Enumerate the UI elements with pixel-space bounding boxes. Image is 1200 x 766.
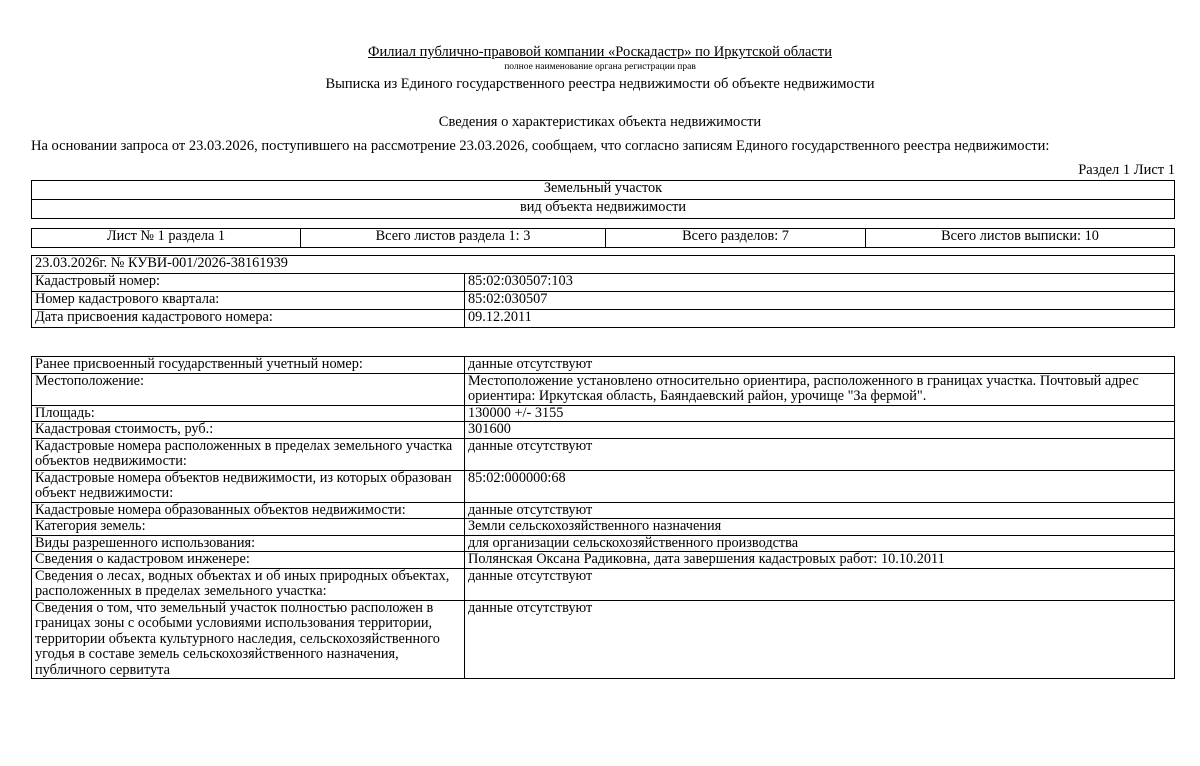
table-row — [32, 422, 1175, 439]
row-label: Сведения о кадастровом инженере: — [32, 552, 465, 569]
row-label: Виды разрешенного использования: — [32, 535, 465, 552]
row-label: Номер кадастрового квартала: — [32, 292, 465, 310]
row-label: Кадастровые номера объектов недвижимости, из которых образован объект недвижимости: — [32, 470, 465, 502]
table-row — [32, 310, 1175, 328]
row-value: Земли сельскохозяйственного назначения — [465, 519, 1175, 536]
table-row — [32, 535, 1175, 552]
row-value: 130000 +/- 3155 — [465, 405, 1175, 422]
sheet-number: Лист № 1 раздела 1 — [32, 229, 301, 248]
table-row — [32, 502, 1175, 519]
row-value: 85:02:030507:103 — [465, 274, 1175, 292]
row-label: Категория земель: — [32, 519, 465, 536]
table-row — [32, 600, 1175, 679]
row-value: данные отсутствуют — [465, 357, 1175, 374]
basis-statement: На основании запроса от 23.03.2026, поступившего на рассмотрение 23.03.2026, сообщаем, что согласно записям Единого государственного реестра недвижимости: — [31, 138, 1050, 154]
object-type-caption: вид объекта недвижимости — [32, 200, 1175, 219]
section-sheets-total: Всего листов раздела 1: 3 — [301, 229, 606, 248]
row-value: данные отсутствуют — [465, 502, 1175, 519]
row-value: 09.12.2011 — [465, 310, 1175, 328]
row-label: Местоположение: — [32, 373, 465, 405]
table-row — [32, 438, 1175, 470]
row-value: 85:02:000000:68 — [465, 470, 1175, 502]
row-value: для организации сельскохозяйственного производства — [465, 535, 1175, 552]
section-title: Сведения о характеристиках объекта недвижимости — [438, 114, 762, 130]
table-row — [32, 470, 1175, 502]
extract-sheets-total: Всего листов выписки: 10 — [866, 229, 1175, 248]
table-row — [32, 357, 1175, 374]
object-type: Земельный участок — [32, 181, 1175, 200]
row-value: данные отсутствуют — [465, 600, 1175, 679]
table-row — [32, 373, 1175, 405]
sections-total: Всего разделов: 7 — [606, 229, 866, 248]
row-value: Местоположение установлено относительно ориентира, расположенного в границах участка. Почтовый адрес ориентира: Иркутская область, Баяндаевский район, урочище "За фермой". — [465, 373, 1175, 405]
organization-caption: полное наименование органа регистрации прав — [504, 62, 696, 72]
row-label: Кадастровый номер: — [32, 274, 465, 292]
table-row — [32, 292, 1175, 310]
table-row — [32, 405, 1175, 422]
row-value: 301600 — [465, 422, 1175, 439]
row-label: Площадь: — [32, 405, 465, 422]
registration-table — [31, 255, 1175, 328]
row-label: Сведения о лесах, водных объектах и об иных природных объектах, расположенных в пределах земельного участка: — [32, 568, 465, 600]
row-label: Кадастровые номера образованных объектов недвижимости: — [32, 502, 465, 519]
row-value: данные отсутствуют — [465, 438, 1175, 470]
table-row — [32, 568, 1175, 600]
request-number: 23.03.2026г. № КУВИ-001/2026-38161939 — [32, 256, 1175, 274]
row-label: Дата присвоения кадастрового номера: — [32, 310, 465, 328]
row-label: Сведения о том, что земельный участок полностью расположен в границах зоны с особыми условиями использования территории, территории объекта культурного наследия, сельскохозяйственного угодья в составе земель сельскохозяйственного назначения, публичного сервитута — [32, 600, 465, 679]
table-row — [32, 274, 1175, 292]
document-title: Выписка из Единого государственного реестра недвижимости об объекте недвижимости — [325, 76, 875, 92]
object-type-table — [31, 180, 1175, 219]
table-row — [32, 552, 1175, 569]
row-label: Ранее присвоенный государственный учетный номер: — [32, 357, 465, 374]
row-value: 85:02:030507 — [465, 292, 1175, 310]
row-label: Кадастровые номера расположенных в пределах земельного участка объектов недвижимости: — [32, 438, 465, 470]
section-sheet-label: Раздел 1 Лист 1 — [1078, 162, 1175, 178]
characteristics-table — [31, 356, 1175, 679]
row-label: Кадастровая стоимость, руб.: — [32, 422, 465, 439]
row-value: данные отсутствуют — [465, 568, 1175, 600]
sheet-info-table — [31, 228, 1175, 248]
table-row — [32, 519, 1175, 536]
organization-name: Филиал публично-правовой компании «Роскадастр» по Иркутской области — [368, 44, 832, 60]
row-value: Полянская Оксана Радиковна, дата завершения кадастровых работ: 10.10.2011 — [465, 552, 1175, 569]
